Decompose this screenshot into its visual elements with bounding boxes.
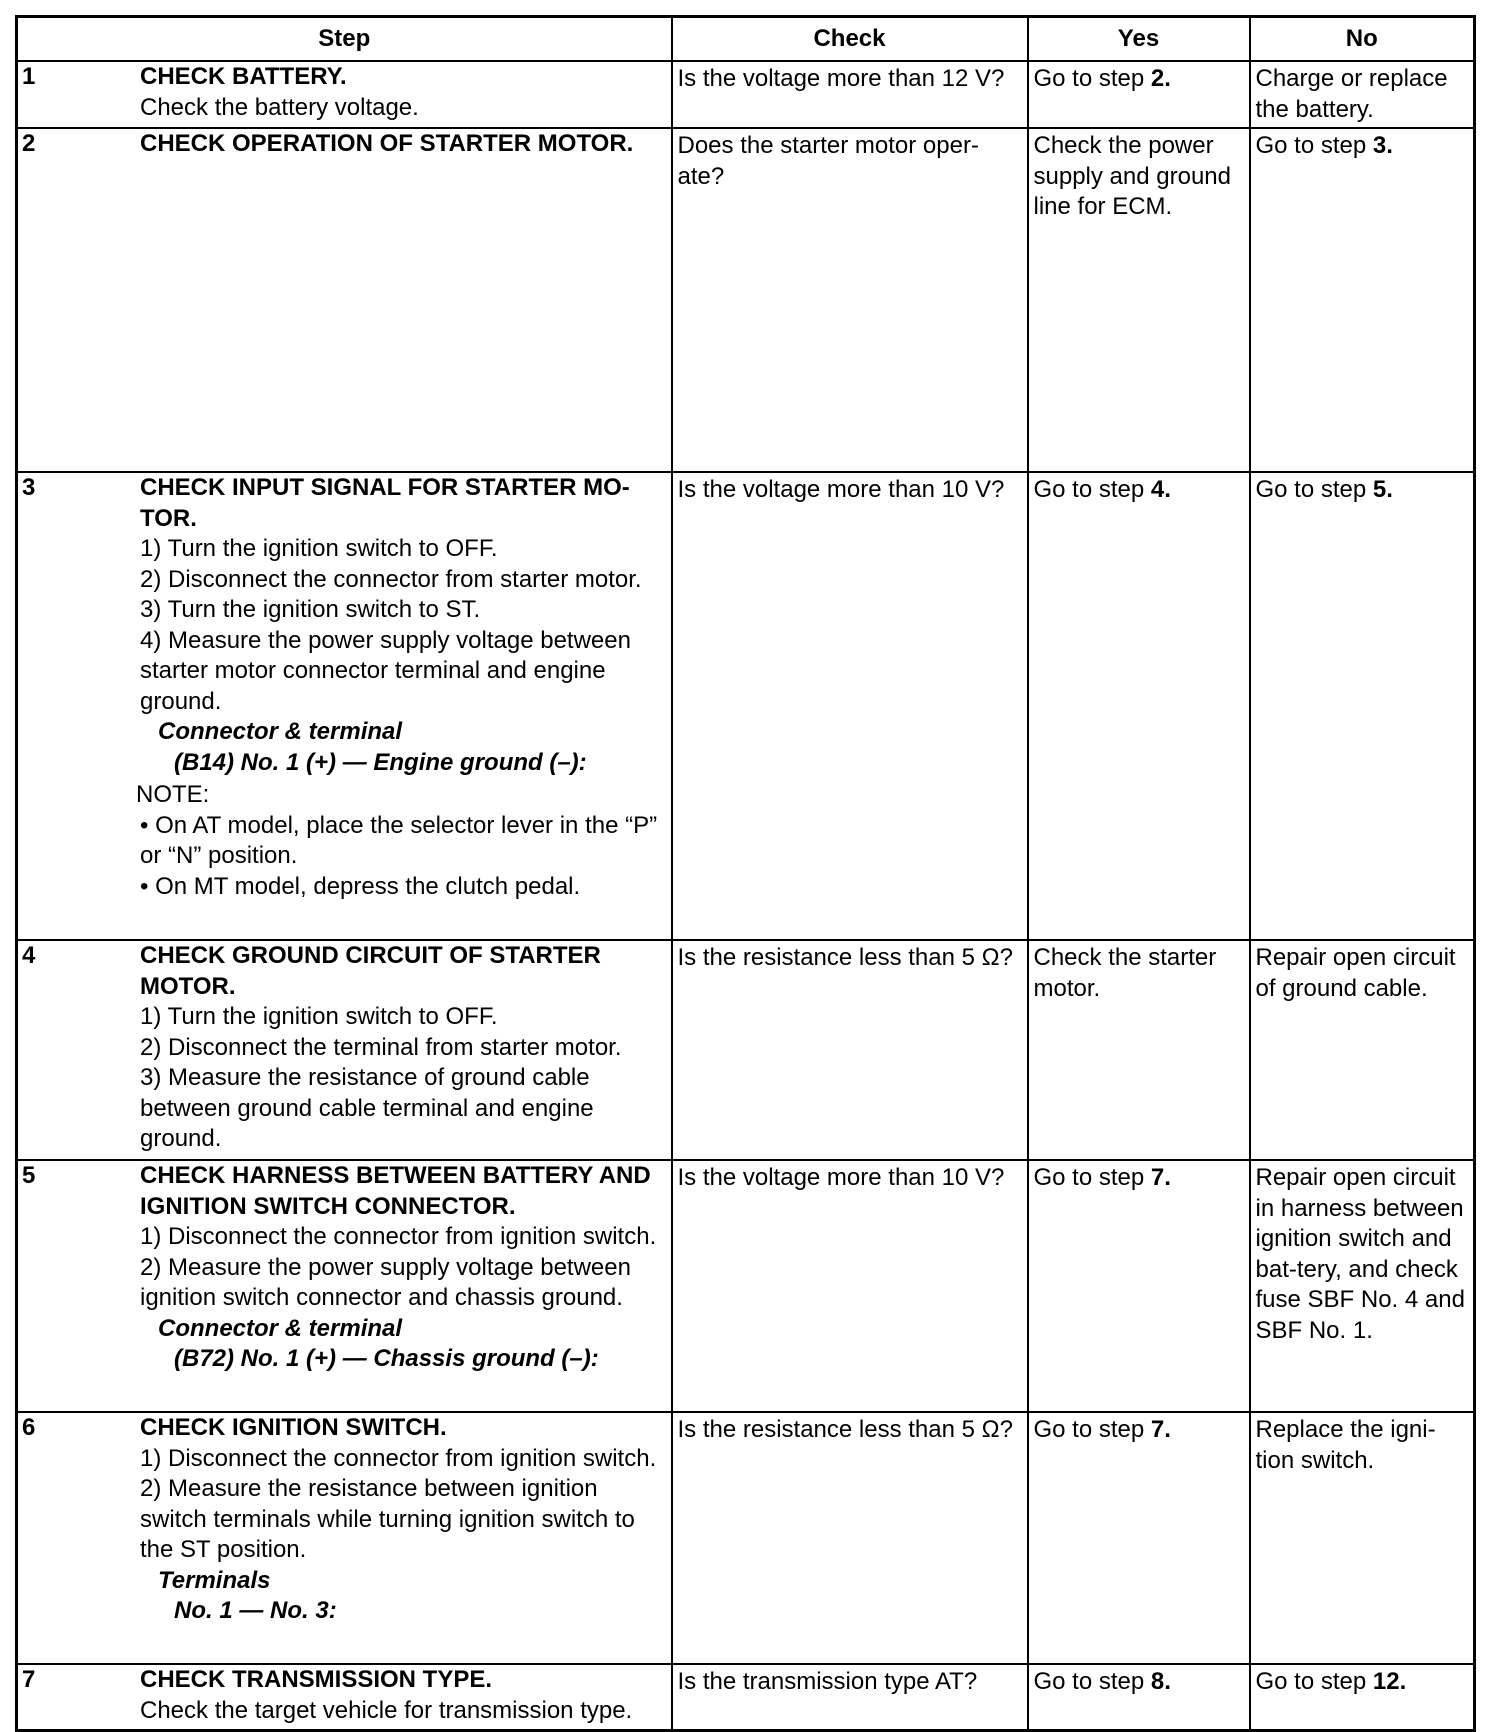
yes-step-ref: 4. (1150, 476, 1171, 503)
connector-label: Connector & terminal (158, 718, 403, 745)
yes-cell (1028, 472, 1250, 940)
note-title: NOTE: (136, 781, 210, 808)
step-title: CHECK OPERATION OF STARTER MOTOR. (140, 130, 634, 157)
table-header-row (17, 17, 1475, 62)
note-bullet: • On AT model, place the selector lever in the “P” or “N” position. (140, 811, 658, 869)
check-cell: Does the starter motor oper-ate? (672, 128, 1028, 472)
step-line: 2) Measure the power supply voltage between ignition switch connector and chassis ground. (140, 1253, 631, 1311)
yes-text: Go to step (1033, 65, 1151, 92)
step-cell (17, 940, 672, 1160)
step-cell (17, 1160, 672, 1412)
check-cell: Is the transmission type AT? (672, 1664, 1028, 1730)
step-line: 3) Turn the ignition switch to ST. (140, 596, 481, 623)
step-line: 2) Disconnect the connector from starter motor. (140, 565, 642, 593)
step-number: 3 (22, 474, 36, 501)
table-row (17, 472, 1475, 940)
check-cell: Is the resistance less than 5 Ω? (672, 940, 1028, 1160)
step-line: 3) Measure the resistance of ground cable between ground cable terminal and engine ground. (140, 1064, 594, 1152)
step-title: CHECK INPUT SIGNAL FOR STARTER MO-TOR. (140, 474, 630, 532)
diagnostic-table (15, 15, 1476, 1732)
step-line: 1) Disconnect the connector from ignition switch. (140, 1444, 657, 1472)
connector-label: Terminals (158, 1566, 271, 1594)
yes-text: Check the power supply and ground line for ECM. (1033, 132, 1231, 220)
no-cell (1250, 1160, 1475, 1412)
step-number: 7 (22, 1666, 36, 1693)
no-cell (1250, 472, 1475, 940)
no-cell (1250, 1664, 1475, 1730)
yes-text: Go to step (1033, 1416, 1151, 1443)
step-line: 1) Turn the ignition switch to OFF. (140, 1003, 498, 1030)
step-number: 2 (22, 130, 36, 157)
no-cell (1250, 128, 1475, 472)
yes-cell (1028, 940, 1250, 1160)
step-line: Check the battery voltage. (140, 93, 419, 121)
step-title: CHECK BATTERY. (140, 63, 347, 90)
step-line: 2) Measure the resistance between ignition switch terminals while turning ignition switch to the ST position. (140, 1475, 635, 1563)
step-title: CHECK GROUND CIRCUIT OF STARTER MOTOR. (140, 942, 601, 1000)
yes-text: Go to step (1033, 1668, 1151, 1695)
check-cell: Is the voltage more than 10 V? (672, 472, 1028, 940)
step-line: 1) Turn the ignition switch to OFF. (140, 535, 498, 562)
yes-text: Check the starter motor. (1033, 944, 1217, 1002)
yes-cell (1028, 128, 1250, 472)
step-cell (17, 61, 672, 128)
check-cell: Is the voltage more than 10 V? (672, 1160, 1028, 1412)
step-number: 4 (22, 942, 36, 969)
table-row (17, 1160, 1475, 1412)
table-row (17, 1412, 1475, 1664)
yes-step-ref: 7. (1150, 1416, 1171, 1443)
step-cell (17, 472, 672, 940)
connector-value: (B14) No. 1 (+) — Engine ground (–): (174, 748, 587, 776)
yes-text: Go to step (1033, 1164, 1151, 1191)
header-no: No (1250, 17, 1475, 62)
table-row (17, 61, 1475, 128)
connector-label: Connector & terminal (158, 1314, 403, 1342)
step-line: 1) Disconnect the connector from ignition switch. (140, 1223, 657, 1250)
no-cell (1250, 61, 1475, 128)
step-title: CHECK IGNITION SWITCH. (140, 1414, 447, 1441)
step-cell (17, 1664, 672, 1730)
yes-cell (1028, 1412, 1250, 1664)
no-text: Repair open circuit of ground cable. (1255, 944, 1456, 1002)
yes-cell (1028, 1160, 1250, 1412)
yes-step-ref: 2. (1150, 65, 1171, 92)
connector-value: (B72) No. 1 (+) — Chassis ground (–): (174, 1345, 599, 1372)
check-cell: Is the voltage more than 12 V? (672, 61, 1028, 128)
header-step: Step (17, 17, 672, 62)
no-text: Go to step (1255, 476, 1373, 503)
note-bullet: • On MT model, depress the clutch pedal. (140, 872, 581, 900)
step-line: Check the target vehicle for transmission type. (140, 1696, 633, 1724)
document-page (15, 15, 1473, 1732)
no-cell (1250, 1412, 1475, 1664)
step-number: 1 (22, 63, 36, 90)
step-cell (17, 1412, 672, 1664)
no-cell (1250, 940, 1475, 1160)
step-title: CHECK TRANSMISSION TYPE. (140, 1666, 493, 1693)
step-line: 2) Disconnect the terminal from starter motor. (140, 1033, 622, 1061)
no-step-ref: 3. (1372, 132, 1393, 159)
yes-text: Go to step (1033, 476, 1151, 503)
no-text: Replace the igni-tion switch. (1255, 1416, 1436, 1474)
no-text: Repair open circuit in harness between ignition switch and bat-tery, and check fuse SBF No. 4 and SBF No. 1. (1255, 1164, 1465, 1344)
no-text: Go to step (1255, 132, 1373, 159)
step-line: 4) Measure the power supply voltage between starter motor connector terminal and engine ground. (140, 626, 631, 715)
step-cell (17, 128, 672, 472)
step-number: 5 (22, 1162, 36, 1189)
no-text: Go to step (1255, 1668, 1373, 1695)
yes-step-ref: 8. (1150, 1668, 1171, 1695)
no-step-ref: 12. (1372, 1668, 1407, 1695)
yes-step-ref: 7. (1150, 1164, 1171, 1191)
no-step-ref: 5. (1372, 476, 1393, 503)
yes-cell (1028, 1664, 1250, 1730)
step-title: CHECK HARNESS BETWEEN BATTERY AND IGNITION SWITCH CONNECTOR. (140, 1162, 651, 1220)
header-check: Check (672, 17, 1028, 62)
step-number: 6 (22, 1414, 36, 1441)
table-row (17, 128, 1475, 472)
header-yes: Yes (1028, 17, 1250, 62)
connector-value: No. 1 — No. 3: (174, 1597, 337, 1624)
no-text: Charge or replace the battery. (1255, 65, 1448, 123)
yes-cell (1028, 61, 1250, 128)
table-row (17, 1664, 1475, 1730)
check-cell: Is the resistance less than 5 Ω? (672, 1412, 1028, 1664)
table-row (17, 940, 1475, 1160)
